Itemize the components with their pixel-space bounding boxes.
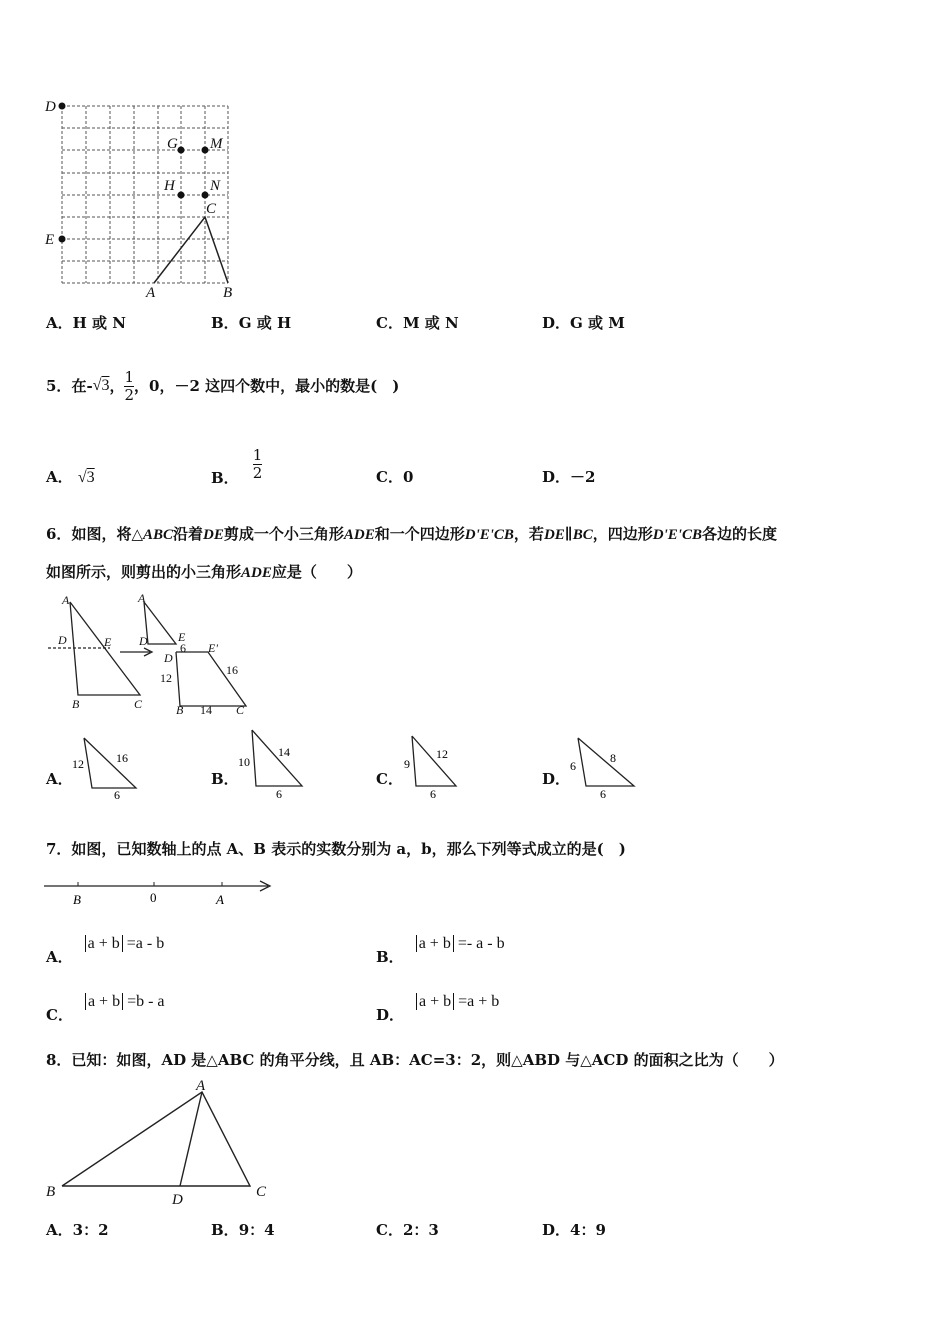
fraction-half: $\frac{1}{2}$ bbox=[124, 367, 135, 404]
label-d-prime: D bbox=[164, 651, 173, 665]
option-text: G 或 M bbox=[570, 314, 625, 332]
option-key: B． bbox=[211, 468, 239, 487]
q6-option-d[interactable]: D． bbox=[542, 770, 571, 788]
label-e: E bbox=[104, 635, 112, 649]
q7-option-c[interactable]: C． a + b =b - a bbox=[46, 993, 165, 1024]
label-c: C bbox=[206, 201, 217, 217]
q4-option-c[interactable] bbox=[376, 312, 459, 333]
label-d: D bbox=[58, 633, 67, 647]
q6-option-c-triangle[interactable] bbox=[398, 730, 464, 800]
q4-grid-figure bbox=[40, 95, 240, 305]
q7-number-line bbox=[40, 872, 280, 912]
q6-option-b[interactable]: B． bbox=[211, 770, 239, 788]
option-key: B． bbox=[211, 314, 239, 332]
q4-option-b[interactable] bbox=[211, 312, 291, 333]
q7-question: 7．如图，已知数轴上的点 A、B 表示的实数分别为 a，b，那么下列等式成立的是( ) bbox=[46, 840, 626, 858]
side-hyp: 16 bbox=[116, 751, 128, 765]
label-c2: C bbox=[236, 703, 245, 717]
side-hyp: 14 bbox=[278, 745, 290, 759]
sqrt-expression: √3 bbox=[92, 377, 110, 394]
option-text: H 或 N bbox=[72, 314, 126, 332]
label-d2: D bbox=[139, 634, 148, 648]
q5-option-c[interactable] bbox=[376, 466, 413, 487]
point-h bbox=[178, 192, 185, 199]
q5-option-a[interactable] bbox=[46, 466, 95, 487]
point-d bbox=[59, 103, 66, 110]
side-left: 10 bbox=[238, 755, 250, 769]
q5-option-b[interactable] bbox=[211, 440, 262, 488]
label-m: M bbox=[210, 136, 223, 152]
label-a: A bbox=[196, 1078, 206, 1094]
option-key: A． bbox=[46, 468, 73, 486]
fraction-half: $\frac{1}{2}$ bbox=[252, 445, 263, 482]
label-a2: A bbox=[138, 591, 146, 605]
label-sixteen: 16 bbox=[226, 663, 238, 677]
q6-option-a-triangle[interactable] bbox=[70, 732, 142, 800]
label-e2: E bbox=[178, 630, 186, 644]
option-text: －2 bbox=[570, 468, 596, 486]
label-e: E bbox=[45, 232, 55, 248]
label-b: B bbox=[46, 1184, 56, 1200]
side-left: 12 bbox=[72, 757, 84, 771]
option-text: G 或 H bbox=[238, 314, 292, 332]
label-b: B bbox=[73, 892, 81, 907]
label-b2: B bbox=[176, 703, 184, 717]
q6-option-b-triangle[interactable] bbox=[234, 726, 306, 800]
side-base: 6 bbox=[430, 787, 436, 800]
side-hyp: 12 bbox=[436, 747, 448, 761]
side-left: 6 bbox=[570, 759, 576, 773]
point-n bbox=[202, 192, 209, 199]
small-triangle-ade bbox=[144, 602, 176, 644]
side-base: 6 bbox=[276, 787, 282, 800]
side-hyp: 8 bbox=[610, 751, 616, 765]
point-m bbox=[202, 147, 209, 154]
q8-option-b[interactable]: B．9：4 bbox=[211, 1221, 275, 1239]
q8-option-a[interactable]: A．3：2 bbox=[46, 1221, 109, 1239]
sqrt-expression: √3 bbox=[77, 469, 95, 486]
option-key: C． bbox=[376, 468, 403, 486]
q5-option-d[interactable] bbox=[542, 466, 595, 487]
label-fourteen: 14 bbox=[200, 703, 212, 717]
q6-option-d-triangle[interactable] bbox=[566, 732, 638, 800]
point-g bbox=[178, 147, 185, 154]
q7-option-b[interactable]: B． a + b =- a - b bbox=[376, 935, 505, 966]
question-number: 5． bbox=[46, 377, 72, 395]
q4-option-d[interactable] bbox=[542, 312, 625, 333]
label-g: G bbox=[167, 136, 178, 152]
label-n: N bbox=[210, 178, 221, 194]
q5-prefix: 在- bbox=[71, 377, 93, 395]
label-a: A bbox=[62, 593, 70, 607]
q5-question bbox=[46, 356, 399, 416]
q7-option-a[interactable]: A． a + b =a - b bbox=[46, 935, 165, 966]
q5-suffix: ，0，－2 这四个数中，最小的数是( ) bbox=[134, 377, 400, 395]
option-key: C． bbox=[376, 314, 403, 332]
label-h: H bbox=[164, 178, 175, 194]
q8-option-d[interactable]: D．4：9 bbox=[542, 1221, 606, 1239]
option-key: D． bbox=[542, 314, 571, 332]
option-key: A． bbox=[46, 314, 73, 332]
label-b: B bbox=[72, 697, 80, 711]
label-c: C bbox=[134, 697, 143, 711]
label-twelve: 12 bbox=[160, 671, 172, 685]
side-left: 9 bbox=[404, 757, 410, 771]
triangle-abc bbox=[154, 217, 228, 283]
option-text: M 或 N bbox=[402, 314, 459, 332]
label-c: C bbox=[256, 1184, 267, 1200]
label-d: D bbox=[172, 1192, 183, 1208]
side-base: 6 bbox=[600, 787, 606, 800]
side-base: 6 bbox=[114, 788, 120, 800]
q6-option-a[interactable]: A． bbox=[46, 770, 73, 788]
label-d: D bbox=[45, 99, 56, 115]
q8-option-c[interactable]: C．2：3 bbox=[376, 1221, 439, 1239]
bisector-ad bbox=[180, 1092, 202, 1186]
q6-figure bbox=[40, 590, 260, 720]
q6-question-line2: 如图所示，则剪出的小三角形ADE应是（ ） bbox=[46, 563, 362, 581]
quadrilateral bbox=[176, 652, 246, 706]
q5-separator: ， bbox=[109, 377, 125, 395]
point-e bbox=[59, 236, 66, 243]
q8-figure bbox=[40, 1078, 280, 1208]
label-e-prime: E' bbox=[208, 641, 218, 655]
q6-option-c[interactable]: C． bbox=[376, 770, 403, 788]
label-a: A bbox=[146, 285, 156, 301]
q8-question: 8．已知：如图，AD 是△ABC 的角平分线，且 AB：AC=3：2，则△ABD 与△ACD 的面积之比为（ ） bbox=[46, 1051, 784, 1069]
label-six: 6 bbox=[180, 641, 186, 655]
q4-option-a[interactable] bbox=[46, 312, 126, 333]
q6-question-line1: 6．如图，将△ABC沿着DE剪成一个小三角形ADE和一个四边形D'E'CB，若DE∥BC，四边形D'E'CB各边的长度 bbox=[46, 525, 777, 543]
label-zero: 0 bbox=[150, 890, 157, 905]
label-b: B bbox=[223, 285, 233, 301]
option-text: 0 bbox=[402, 468, 414, 486]
q7-option-d[interactable]: D． a + b =a + b bbox=[376, 993, 500, 1024]
option-key: D． bbox=[542, 468, 571, 486]
label-a: A bbox=[216, 892, 224, 907]
triangle-abc bbox=[62, 1092, 250, 1186]
